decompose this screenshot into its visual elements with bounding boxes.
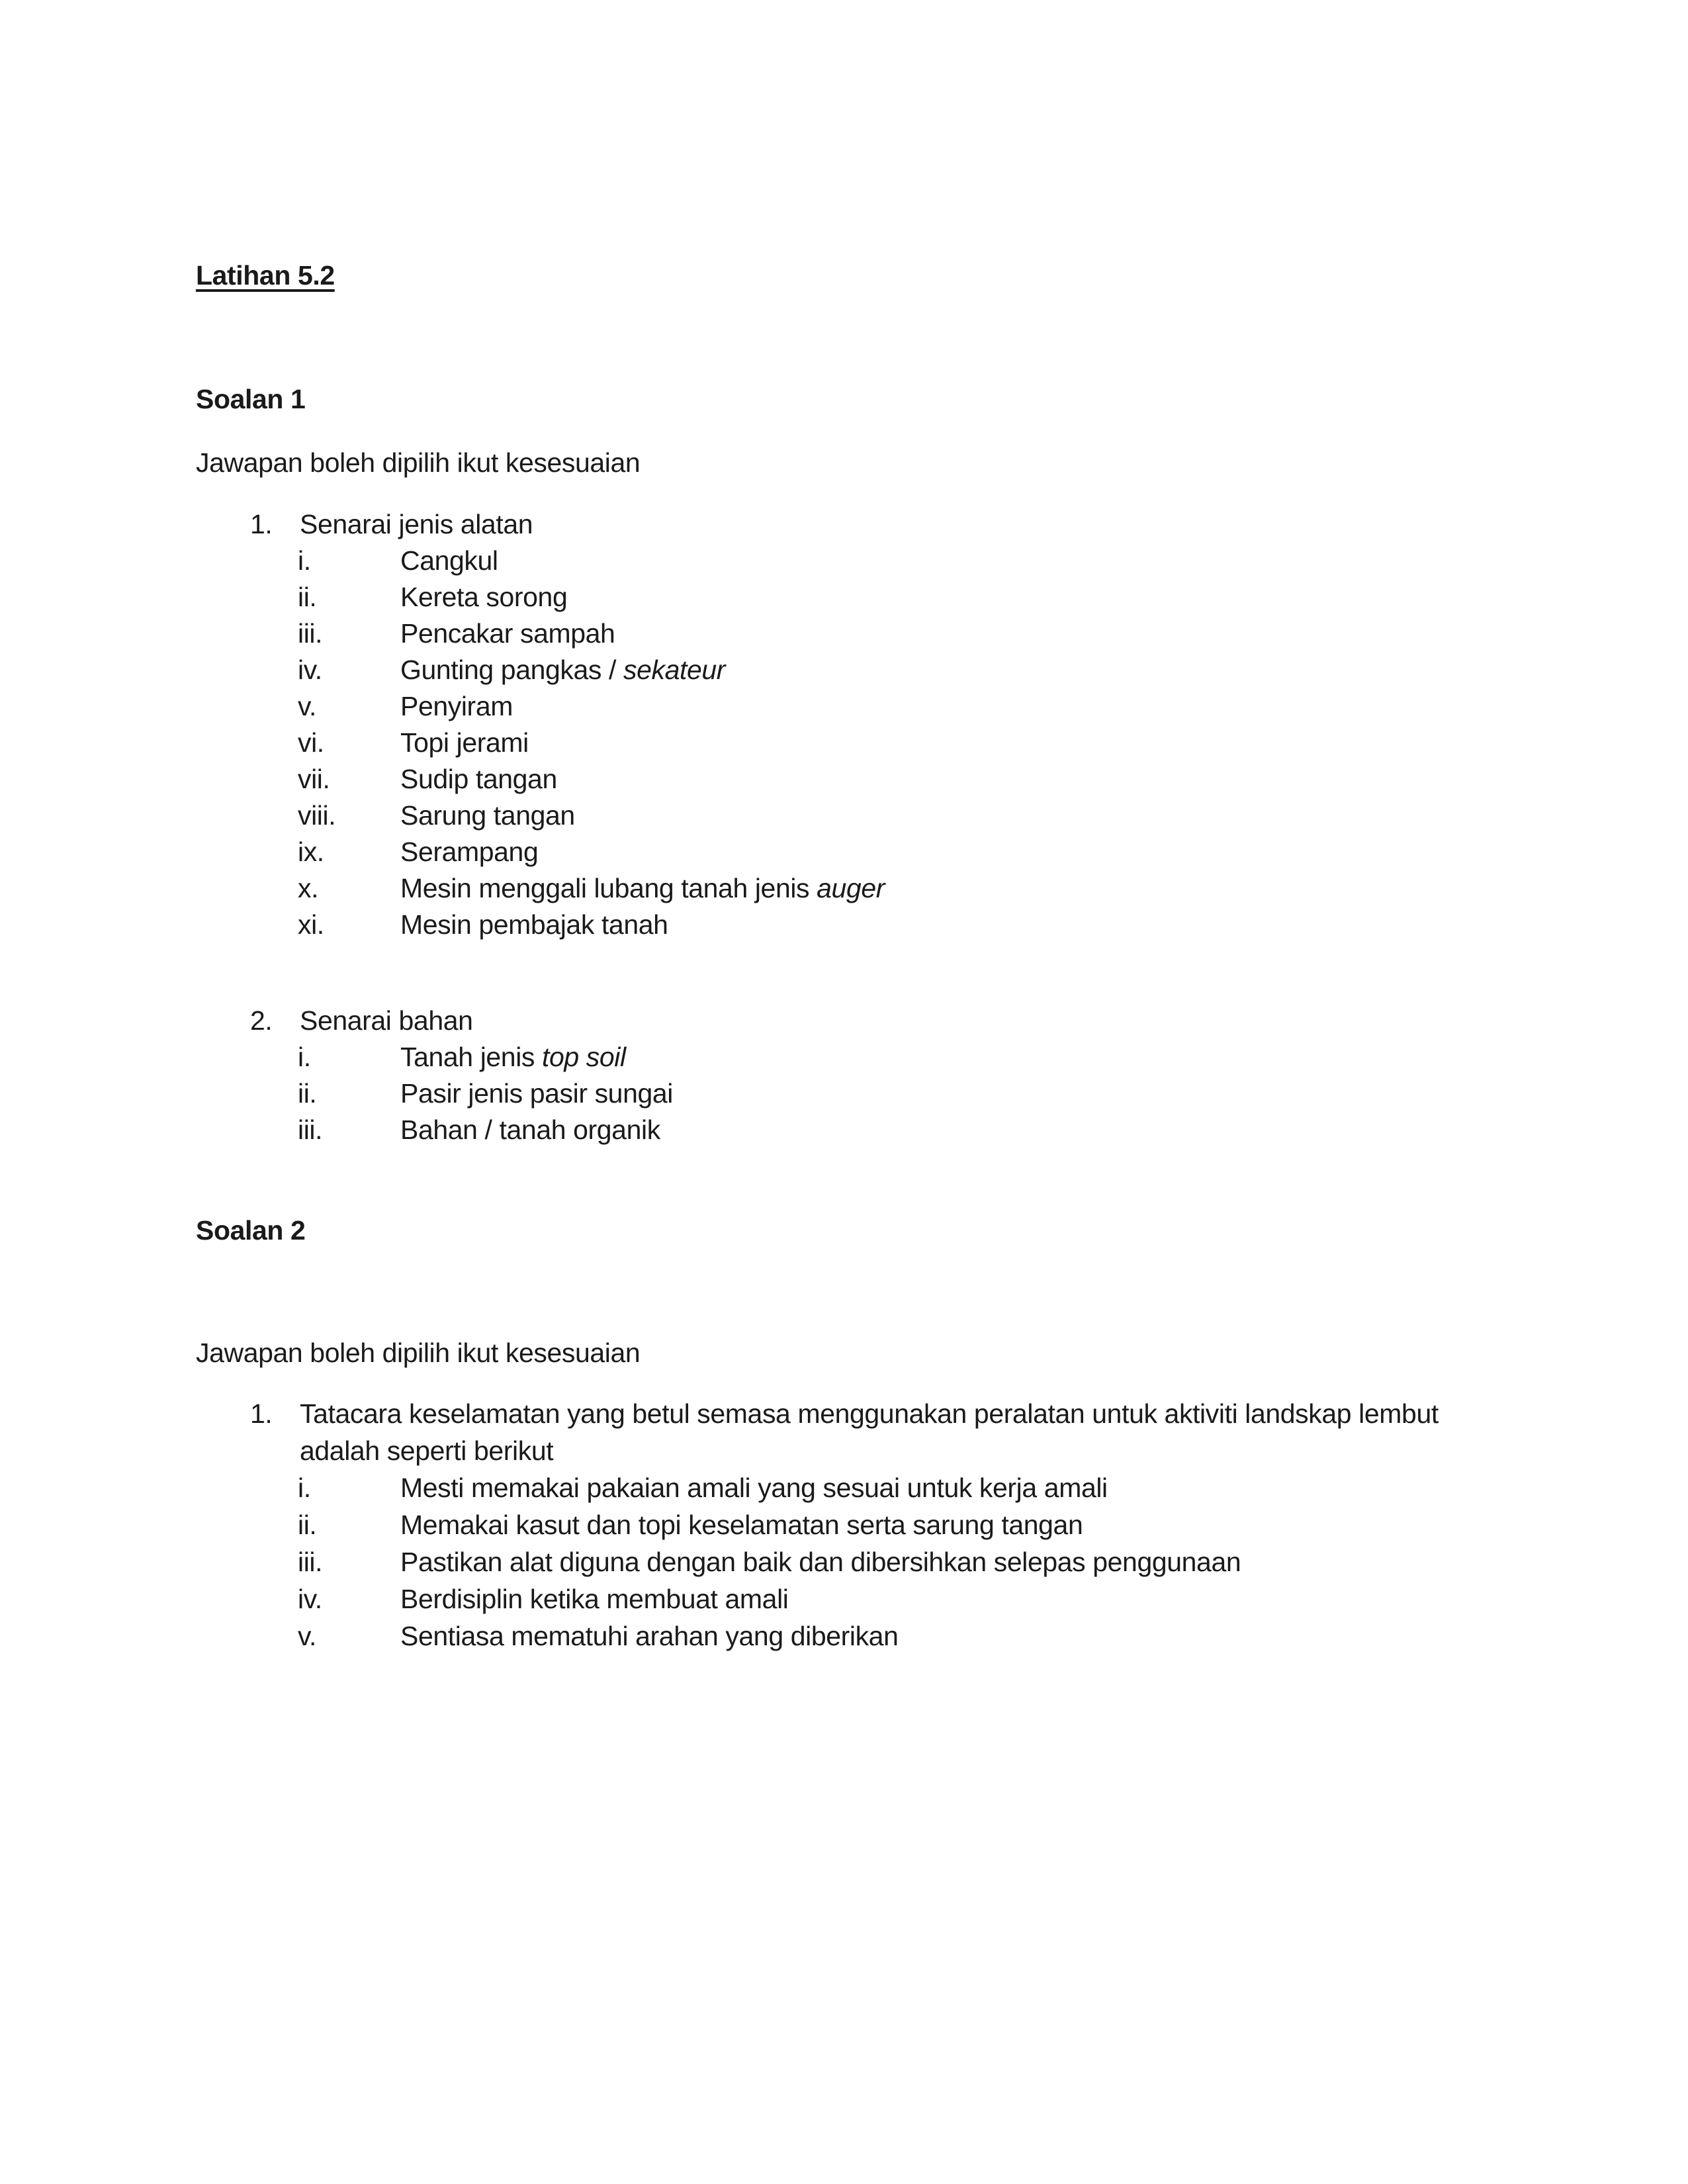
italic-term: auger <box>817 873 885 903</box>
list-item <box>196 761 1496 797</box>
italic-term: sekateur <box>623 655 726 685</box>
list-marker: iii. <box>298 1547 323 1577</box>
list-marker: viii. <box>298 800 336 831</box>
doc-title: Latihan 5.2 <box>196 260 335 291</box>
list-item-text: Pastikan alat diguna dengan baik dan dibersihkan selepas penggunaan <box>400 1547 1241 1577</box>
list-marker: iv. <box>298 1584 322 1614</box>
list-item <box>196 652 1496 688</box>
list-marker: xi. <box>298 909 324 940</box>
list-item <box>196 870 1496 907</box>
list-item <box>196 1112 1496 1148</box>
list-item-text: Memakai kasut dan topi keselamatan serta sarung tangan <box>400 1510 1083 1540</box>
list-item-text: Pencakar sampah <box>400 618 615 649</box>
list-item <box>196 1506 1496 1543</box>
list-marker: iii. <box>298 618 323 649</box>
list-item-text: Pasir jenis pasir sungai <box>400 1078 673 1109</box>
soalan2-list-tatacara <box>196 1395 1496 1655</box>
list-item-text: Serampang <box>400 837 539 867</box>
list-item <box>196 688 1496 725</box>
list-item <box>196 1039 1496 1075</box>
list-item-text: Mesin menggali lubang tanah jenis auger <box>400 873 885 903</box>
list-item-text: Kereta sorong <box>400 582 568 612</box>
list-item-text: Sudip tangan <box>400 764 557 794</box>
list-item <box>196 1580 1496 1617</box>
list-item <box>196 1003 1496 1039</box>
list-marker: i. <box>298 545 311 576</box>
list-item-label: Senarai jenis alatan <box>300 509 533 539</box>
list-marker: ix. <box>298 837 324 867</box>
list-marker: vi. <box>298 727 324 758</box>
list-number: 1. <box>250 1398 273 1429</box>
list-item-text: Bahan / tanah organik <box>400 1115 660 1145</box>
list-marker: v. <box>298 1621 317 1651</box>
list-number: 1. <box>250 509 273 539</box>
list-item-text: Tanah jenis top soil <box>400 1042 626 1072</box>
list-item <box>196 797 1496 834</box>
list-item-text: Sentiasa mematuhi arahan yang diberikan <box>400 1621 899 1651</box>
list-item <box>196 543 1496 579</box>
list-item-label: Senarai bahan <box>300 1005 473 1036</box>
list-item-text: Berdisiplin ketika membuat amali <box>400 1584 789 1614</box>
list-marker: v. <box>298 691 317 721</box>
list-item-label: Tatacara keselamatan yang betul semasa menggunakan peralatan untuk aktiviti landskap lembut adalah seperti berikut <box>300 1398 1439 1466</box>
list-marker: iii. <box>298 1115 323 1145</box>
list-item <box>196 615 1496 652</box>
list-item-text: Mesin pembajak tanah <box>400 909 668 940</box>
list-item-text: Sarung tangan <box>400 800 575 831</box>
list-item-text: Mesti memakai pakaian amali yang sesuai untuk kerja amali <box>400 1473 1108 1503</box>
list-item <box>196 1075 1496 1112</box>
list-item <box>196 1617 1496 1655</box>
list-item-text: Topi jerami <box>400 727 529 758</box>
list-marker: vii. <box>298 764 330 794</box>
list-marker: iv. <box>298 655 322 685</box>
list-item-text: Cangkul <box>400 545 498 576</box>
list-item <box>196 1469 1496 1506</box>
soalan2-heading: Soalan 2 <box>196 1215 306 1246</box>
list-marker: ii. <box>298 1078 317 1109</box>
list-marker: i. <box>298 1473 311 1503</box>
italic-term: top soil <box>542 1042 626 1072</box>
list-item <box>196 1395 1496 1469</box>
list-marker: ii. <box>298 1510 317 1540</box>
list-marker: i. <box>298 1042 311 1072</box>
list-marker: x. <box>298 873 319 903</box>
list-number: 2. <box>250 1005 273 1036</box>
list-item <box>196 907 1496 943</box>
soalan1-list-bahan <box>196 1003 1496 1148</box>
list-marker: ii. <box>298 582 317 612</box>
list-item <box>196 506 1496 543</box>
soalan1-heading: Soalan 1 <box>196 384 306 414</box>
list-item-text: Penyiram <box>400 691 513 721</box>
list-item <box>196 725 1496 761</box>
list-item <box>196 579 1496 615</box>
soalan2-intro: Jawapan boleh dipilih ikut kesesuaian <box>196 1338 641 1368</box>
soalan1-list-alatan <box>196 506 1496 943</box>
list-item <box>196 834 1496 870</box>
list-item-text: Gunting pangkas / sekateur <box>400 655 726 685</box>
list-item <box>196 1543 1496 1580</box>
soalan1-intro: Jawapan boleh dipilih ikut kesesuaian <box>196 447 641 478</box>
